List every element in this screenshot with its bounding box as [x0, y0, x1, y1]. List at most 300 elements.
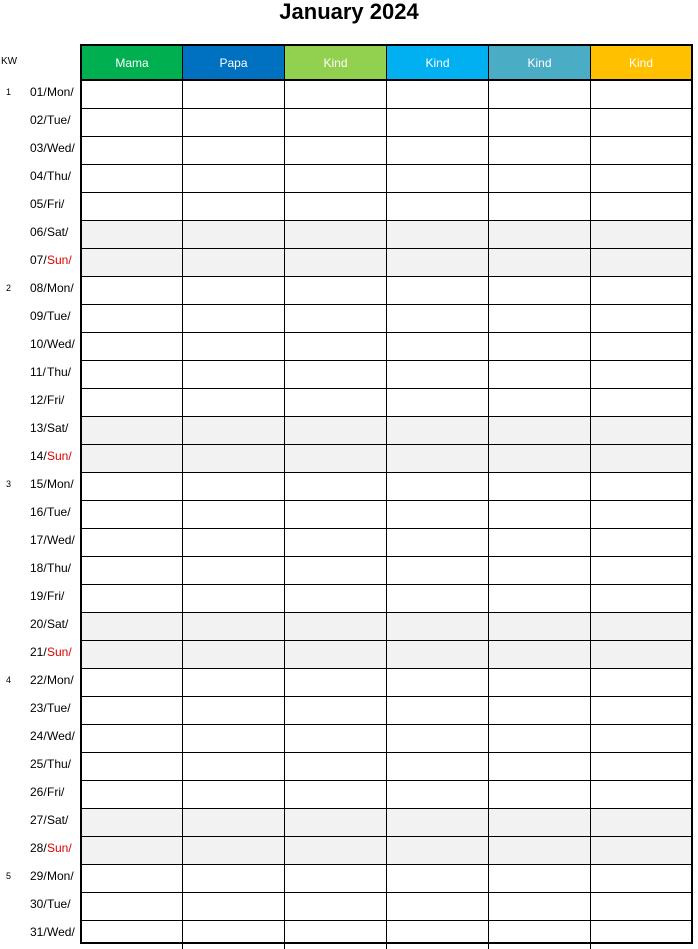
entry-cell[interactable] — [183, 641, 285, 668]
entry-cell[interactable] — [183, 865, 285, 892]
entry-cell[interactable] — [387, 585, 489, 612]
entry-cell[interactable] — [183, 109, 285, 136]
day-label-row — [0, 527, 80, 555]
entry-cell[interactable] — [285, 221, 387, 248]
entry-cell[interactable] — [387, 557, 489, 584]
day-name: Mon/ — [47, 85, 74, 99]
entry-cell[interactable] — [591, 893, 691, 920]
entry-cell[interactable] — [489, 305, 591, 332]
entry-cell[interactable] — [285, 613, 387, 640]
calendar-row — [82, 529, 691, 557]
day-name: Fri/ — [47, 393, 65, 407]
entry-cell[interactable] — [591, 305, 691, 332]
entry-cell[interactable] — [489, 725, 591, 752]
entry-cell[interactable] — [285, 193, 387, 220]
entry-cell[interactable] — [387, 473, 489, 500]
entry-cell[interactable] — [489, 557, 591, 584]
calendar-row — [82, 361, 691, 389]
day-date: 31/ — [30, 925, 47, 939]
entry-cell[interactable] — [183, 165, 285, 192]
day-date: 14/ — [30, 449, 47, 463]
entry-cell[interactable] — [489, 277, 591, 304]
day-label-row — [0, 499, 80, 527]
week-number-header: KW — [1, 56, 18, 67]
entry-cell[interactable] — [285, 389, 387, 416]
week-number: 5 — [6, 871, 12, 881]
entry-cell[interactable] — [387, 669, 489, 696]
entry-cell[interactable] — [387, 809, 489, 836]
day-date: 08/ — [30, 281, 47, 295]
entry-cell[interactable] — [82, 109, 183, 136]
day-labels-column — [0, 79, 80, 947]
day-name: Tue/ — [47, 113, 71, 127]
day-date: 29/ — [30, 869, 47, 883]
day-date: 23/ — [30, 701, 47, 715]
entry-cell[interactable] — [591, 809, 691, 836]
entry-cell[interactable] — [183, 389, 285, 416]
entry-cell[interactable] — [82, 669, 183, 696]
entry-cell[interactable] — [591, 389, 691, 416]
calendar-row — [82, 417, 691, 445]
entry-cell[interactable] — [285, 249, 387, 276]
entry-cell[interactable] — [489, 501, 591, 528]
entry-cell[interactable] — [489, 753, 591, 780]
entry-cell[interactable] — [183, 417, 285, 444]
entry-cell[interactable] — [387, 529, 489, 556]
entry-cell[interactable] — [591, 921, 691, 949]
calendar-row — [82, 865, 691, 893]
entry-cell[interactable] — [489, 389, 591, 416]
entry-cell[interactable] — [489, 417, 591, 444]
entry-cell[interactable] — [82, 361, 183, 388]
entry-cell[interactable] — [285, 781, 387, 808]
day-label-row — [0, 667, 80, 695]
entry-cell[interactable] — [183, 781, 285, 808]
entry-cell[interactable] — [489, 641, 591, 668]
column-header-3: Kind — [285, 46, 387, 79]
day-name: Thu/ — [47, 757, 72, 771]
entry-cell[interactable] — [489, 333, 591, 360]
entry-cell[interactable] — [489, 893, 591, 920]
entry-cell[interactable] — [387, 865, 489, 892]
entry-cell[interactable] — [387, 389, 489, 416]
entry-cell[interactable] — [82, 221, 183, 248]
entry-cell[interactable] — [489, 921, 591, 949]
week-number: 3 — [6, 479, 12, 489]
entry-cell[interactable] — [183, 445, 285, 472]
entry-cell[interactable] — [591, 613, 691, 640]
entry-cell[interactable] — [183, 613, 285, 640]
day-date: 27/ — [30, 813, 47, 827]
day-date: 04/ — [30, 169, 47, 183]
day-name: Mon/ — [47, 477, 74, 491]
entry-cell[interactable] — [489, 137, 591, 164]
entry-cell[interactable] — [489, 445, 591, 472]
entry-cell[interactable] — [183, 837, 285, 864]
entry-cell[interactable] — [387, 781, 489, 808]
day-name: Sat/ — [47, 225, 69, 239]
entry-cell[interactable] — [387, 193, 489, 220]
calendar-row — [82, 753, 691, 781]
entry-cell[interactable] — [591, 697, 691, 724]
day-name: Sun/ — [47, 841, 72, 855]
entry-cell[interactable] — [591, 333, 691, 360]
day-label-row — [0, 247, 80, 275]
entry-cell[interactable] — [387, 501, 489, 528]
day-label-row — [0, 275, 80, 303]
entry-cell[interactable] — [82, 865, 183, 892]
entry-cell[interactable] — [387, 109, 489, 136]
entry-cell[interactable] — [387, 277, 489, 304]
entry-cell[interactable] — [387, 361, 489, 388]
entry-cell[interactable] — [591, 529, 691, 556]
day-label-row — [0, 415, 80, 443]
entry-cell[interactable] — [387, 837, 489, 864]
entry-cell[interactable] — [489, 697, 591, 724]
day-label-row — [0, 919, 80, 947]
entry-cell[interactable] — [591, 669, 691, 696]
entry-cell[interactable] — [285, 865, 387, 892]
entry-cell[interactable] — [183, 753, 285, 780]
entry-cell[interactable] — [591, 165, 691, 192]
entry-cell[interactable] — [82, 725, 183, 752]
entry-cell[interactable] — [82, 277, 183, 304]
day-date: 05/ — [30, 197, 47, 211]
calendar-row — [82, 585, 691, 613]
week-number: 4 — [6, 675, 12, 685]
entry-cell[interactable] — [183, 277, 285, 304]
calendar-row — [82, 193, 691, 221]
entry-cell[interactable] — [285, 837, 387, 864]
entry-cell[interactable] — [285, 725, 387, 752]
week-number: 1 — [6, 87, 12, 97]
entry-cell[interactable] — [183, 333, 285, 360]
day-date: 01/ — [30, 85, 47, 99]
entry-cell[interactable] — [591, 865, 691, 892]
calendar-row — [82, 249, 691, 277]
day-name: Sun/ — [47, 645, 72, 659]
entry-cell[interactable] — [591, 445, 691, 472]
entry-cell[interactable] — [591, 837, 691, 864]
day-label-row — [0, 191, 80, 219]
day-label-row — [0, 863, 80, 891]
calendar-row — [82, 557, 691, 585]
entry-cell[interactable] — [183, 305, 285, 332]
day-date: 03/ — [30, 141, 47, 155]
day-name: Wed/ — [47, 729, 75, 743]
entry-cell[interactable] — [285, 417, 387, 444]
calendar-row — [82, 641, 691, 669]
calendar-row — [82, 613, 691, 641]
day-label-row — [0, 751, 80, 779]
entry-cell[interactable] — [489, 585, 591, 612]
entry-cell[interactable] — [489, 781, 591, 808]
entry-cell[interactable] — [82, 753, 183, 780]
day-name: Mon/ — [47, 281, 74, 295]
column-header-4: Kind — [387, 46, 489, 79]
entry-cell[interactable] — [489, 613, 591, 640]
entry-cell[interactable] — [82, 193, 183, 220]
entry-cell[interactable] — [387, 697, 489, 724]
entry-cell[interactable] — [183, 501, 285, 528]
day-label-row — [0, 107, 80, 135]
entry-cell[interactable] — [591, 193, 691, 220]
day-label-row — [0, 639, 80, 667]
entry-cell[interactable] — [82, 501, 183, 528]
entry-cell[interactable] — [82, 893, 183, 920]
entry-cell[interactable] — [82, 165, 183, 192]
day-date: 17/ — [30, 533, 47, 547]
day-date: 11/ — [30, 365, 46, 379]
day-date: 20/ — [30, 617, 47, 631]
entry-cell[interactable] — [489, 473, 591, 500]
entry-cell[interactable] — [591, 417, 691, 444]
page-title: January 2024 — [279, 0, 419, 24]
entry-cell[interactable] — [285, 669, 387, 696]
calendar-row — [82, 165, 691, 193]
entry-cell[interactable] — [285, 277, 387, 304]
entry-cell[interactable] — [591, 641, 691, 668]
entry-cell[interactable] — [183, 249, 285, 276]
entry-cell[interactable] — [591, 753, 691, 780]
entry-cell[interactable] — [387, 81, 489, 108]
entry-cell[interactable] — [591, 361, 691, 388]
day-label-row — [0, 779, 80, 807]
calendar-row — [82, 669, 691, 697]
entry-cell[interactable] — [591, 781, 691, 808]
entry-cell[interactable] — [387, 893, 489, 920]
entry-cell[interactable] — [183, 529, 285, 556]
calendar-row — [82, 893, 691, 921]
entry-cell[interactable] — [285, 501, 387, 528]
entry-cell[interactable] — [82, 389, 183, 416]
entry-cell[interactable] — [183, 809, 285, 836]
entry-cell[interactable] — [82, 333, 183, 360]
entry-cell[interactable] — [82, 921, 183, 949]
entry-cell[interactable] — [489, 529, 591, 556]
entry-cell[interactable] — [285, 641, 387, 668]
calendar-row — [82, 473, 691, 501]
entry-cell[interactable] — [82, 781, 183, 808]
day-label-row — [0, 723, 80, 751]
entry-cell[interactable] — [82, 445, 183, 472]
calendar-row — [82, 333, 691, 361]
day-name: Sat/ — [47, 421, 69, 435]
day-label-row — [0, 135, 80, 163]
day-date: 15/ — [30, 477, 47, 491]
entry-cell[interactable] — [591, 137, 691, 164]
calendar-row — [82, 837, 691, 865]
entry-cell[interactable] — [285, 361, 387, 388]
entry-cell[interactable] — [387, 417, 489, 444]
entry-cell[interactable] — [387, 921, 489, 949]
entry-cell[interactable] — [183, 585, 285, 612]
entry-cell[interactable] — [82, 417, 183, 444]
calendar-row — [82, 137, 691, 165]
entry-cell[interactable] — [82, 613, 183, 640]
entry-cell[interactable] — [489, 81, 591, 108]
day-name: Tue/ — [47, 309, 71, 323]
day-label-row — [0, 387, 80, 415]
day-name: Thu/ — [47, 169, 72, 183]
entry-cell[interactable] — [489, 669, 591, 696]
entry-cell[interactable] — [82, 809, 183, 836]
entry-cell[interactable] — [285, 445, 387, 472]
day-name: Tue/ — [47, 701, 71, 715]
day-label-row — [0, 555, 80, 583]
entry-cell[interactable] — [591, 501, 691, 528]
entry-cell[interactable] — [82, 697, 183, 724]
entry-cell[interactable] — [387, 641, 489, 668]
entry-cell[interactable] — [183, 473, 285, 500]
entry-cell[interactable] — [489, 221, 591, 248]
day-label-row — [0, 807, 80, 835]
entry-cell[interactable] — [489, 809, 591, 836]
calendar-row — [82, 109, 691, 137]
entry-cell[interactable] — [387, 725, 489, 752]
entry-cell[interactable] — [285, 753, 387, 780]
day-label-row — [0, 359, 80, 387]
entry-cell[interactable] — [183, 669, 285, 696]
day-name: Tue/ — [47, 897, 71, 911]
day-date: 25/ — [30, 757, 47, 771]
column-header-row — [82, 46, 691, 81]
day-label-row — [0, 695, 80, 723]
entry-cell[interactable] — [183, 725, 285, 752]
entry-cell[interactable] — [387, 221, 489, 248]
entry-cell[interactable] — [82, 305, 183, 332]
entry-cell[interactable] — [183, 81, 285, 108]
day-label-row — [0, 471, 80, 499]
day-date: 16/ — [30, 505, 47, 519]
entry-cell[interactable] — [285, 697, 387, 724]
entry-cell[interactable] — [183, 697, 285, 724]
entry-cell[interactable] — [489, 193, 591, 220]
entry-cell[interactable] — [387, 445, 489, 472]
entry-cell[interactable] — [285, 305, 387, 332]
entry-cell[interactable] — [285, 333, 387, 360]
calendar-grid — [80, 44, 693, 944]
entry-cell[interactable] — [285, 893, 387, 920]
day-label-row — [0, 443, 80, 471]
day-name: Wed/ — [47, 533, 75, 547]
entry-cell[interactable] — [285, 165, 387, 192]
entry-cell[interactable] — [183, 193, 285, 220]
entry-cell[interactable] — [387, 249, 489, 276]
day-date: 02/ — [30, 113, 47, 127]
entry-cell[interactable] — [82, 81, 183, 108]
entry-cell[interactable] — [591, 473, 691, 500]
day-date: 30/ — [30, 897, 47, 911]
entry-cell[interactable] — [285, 921, 387, 949]
day-name: Sat/ — [47, 617, 69, 631]
entry-cell[interactable] — [285, 473, 387, 500]
entry-cell[interactable] — [591, 221, 691, 248]
calendar-row — [82, 445, 691, 473]
entry-cell[interactable] — [285, 557, 387, 584]
day-date: 22/ — [30, 673, 47, 687]
entry-cell[interactable] — [387, 333, 489, 360]
calendar-row — [82, 921, 691, 949]
column-header-5: Kind — [489, 46, 591, 79]
entry-cell[interactable] — [387, 753, 489, 780]
entry-cell[interactable] — [183, 137, 285, 164]
day-name: Fri/ — [47, 785, 65, 799]
column-header-1: Mama — [82, 46, 183, 79]
entry-cell[interactable] — [591, 249, 691, 276]
entry-cell[interactable] — [489, 837, 591, 864]
day-date: 13/ — [30, 421, 47, 435]
entry-cell[interactable] — [183, 361, 285, 388]
entry-cell[interactable] — [285, 529, 387, 556]
entry-cell[interactable] — [82, 585, 183, 612]
calendar-rows — [82, 81, 691, 949]
entry-cell[interactable] — [387, 305, 489, 332]
entry-cell[interactable] — [285, 585, 387, 612]
entry-cell[interactable] — [591, 725, 691, 752]
entry-cell[interactable] — [285, 109, 387, 136]
day-label-row — [0, 79, 80, 107]
entry-cell[interactable] — [82, 137, 183, 164]
entry-cell[interactable] — [591, 277, 691, 304]
entry-cell[interactable] — [489, 109, 591, 136]
entry-cell[interactable] — [82, 641, 183, 668]
entry-cell[interactable] — [82, 837, 183, 864]
calendar-row — [82, 725, 691, 753]
calendar-row — [82, 81, 691, 109]
day-label-row — [0, 303, 80, 331]
day-name: Wed/ — [47, 337, 75, 351]
day-date: 24/ — [30, 729, 47, 743]
day-date: 26/ — [30, 785, 47, 799]
entry-cell[interactable] — [183, 921, 285, 949]
entry-cell[interactable] — [489, 165, 591, 192]
entry-cell[interactable] — [82, 249, 183, 276]
entry-cell[interactable] — [183, 221, 285, 248]
day-name: Wed/ — [47, 141, 75, 155]
day-label-row — [0, 583, 80, 611]
day-date: 18/ — [30, 561, 47, 575]
entry-cell[interactable] — [591, 585, 691, 612]
entry-cell[interactable] — [489, 361, 591, 388]
entry-cell[interactable] — [82, 557, 183, 584]
entry-cell[interactable] — [285, 809, 387, 836]
entry-cell[interactable] — [387, 613, 489, 640]
day-name: Mon/ — [47, 673, 74, 687]
day-label-row — [0, 163, 80, 191]
day-name: Sun/ — [47, 253, 72, 267]
day-date: 09/ — [30, 309, 47, 323]
entry-cell[interactable] — [183, 893, 285, 920]
entry-cell[interactable] — [489, 249, 591, 276]
calendar-row — [82, 501, 691, 529]
entry-cell[interactable] — [489, 865, 591, 892]
entry-cell[interactable] — [387, 137, 489, 164]
calendar-row — [82, 389, 691, 417]
entry-cell[interactable] — [285, 81, 387, 108]
entry-cell[interactable] — [591, 557, 691, 584]
entry-cell[interactable] — [591, 81, 691, 108]
day-name: Tue/ — [47, 505, 71, 519]
entry-cell[interactable] — [387, 165, 489, 192]
calendar-row — [82, 809, 691, 837]
day-date: 12/ — [30, 393, 47, 407]
entry-cell[interactable] — [82, 473, 183, 500]
entry-cell[interactable] — [183, 557, 285, 584]
entry-cell[interactable] — [285, 137, 387, 164]
entry-cell[interactable] — [82, 529, 183, 556]
entry-cell[interactable] — [591, 109, 691, 136]
